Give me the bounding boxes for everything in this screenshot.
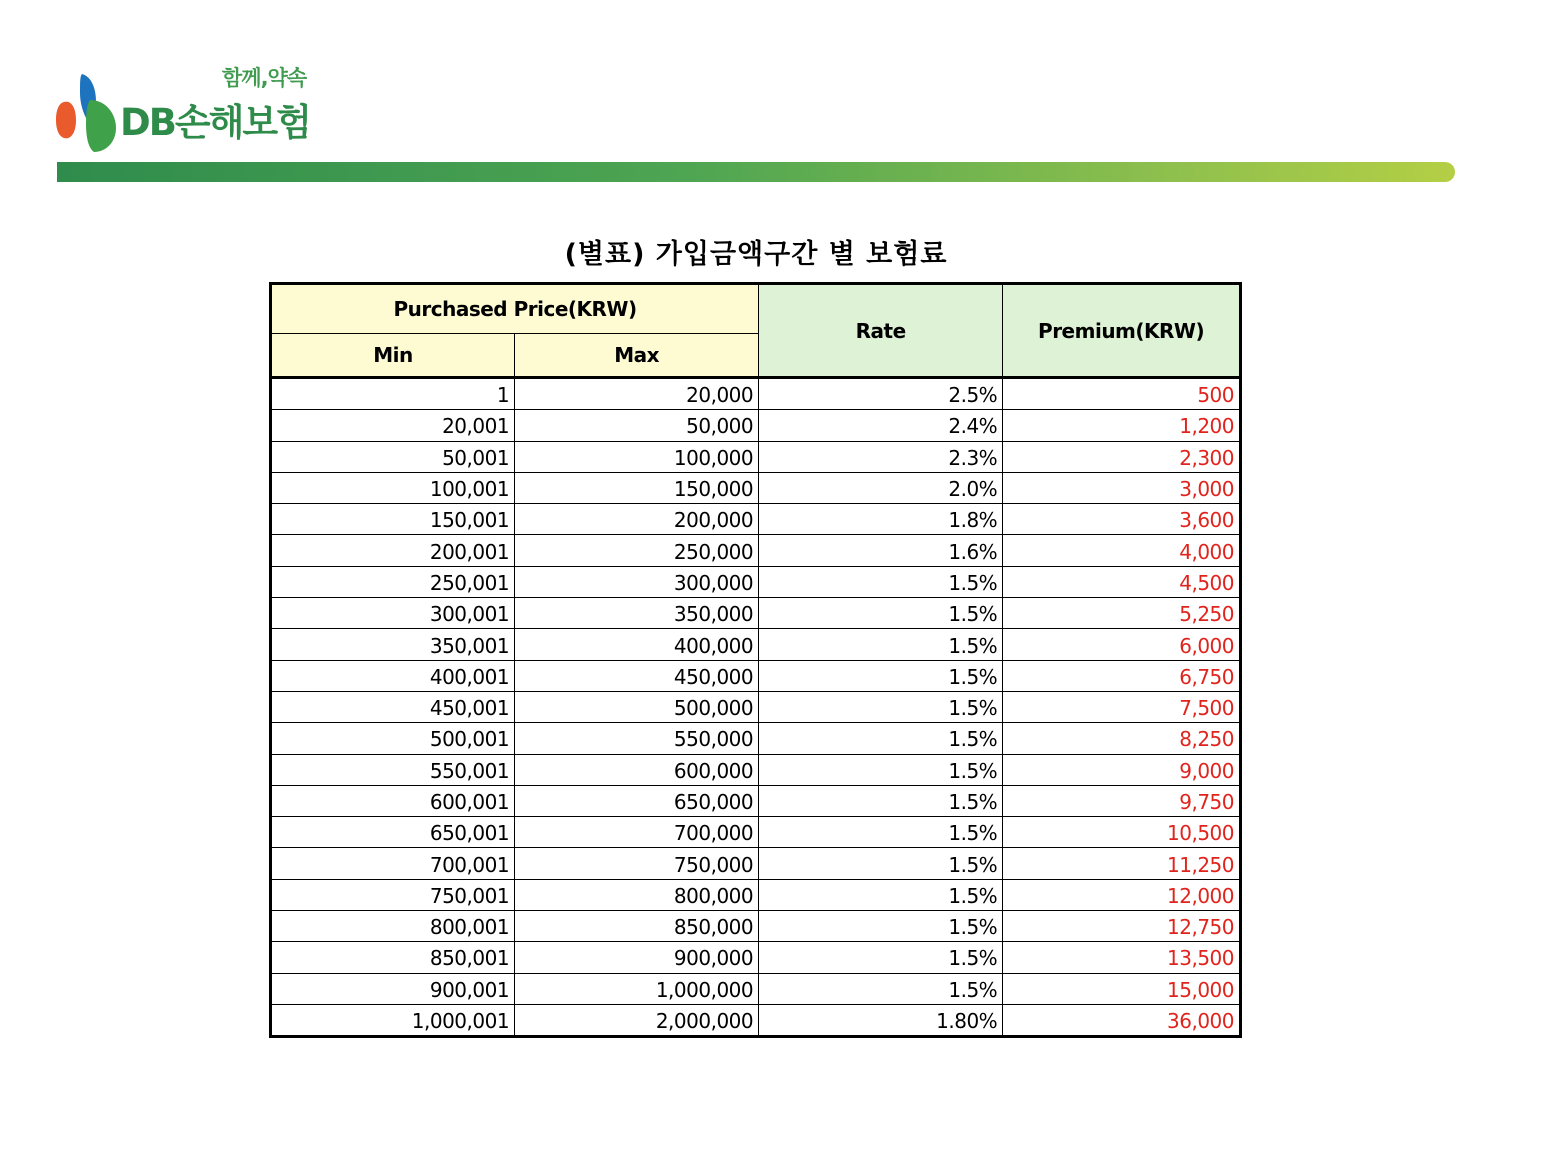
max-cell: 100,000 bbox=[515, 441, 759, 472]
rate-cell: 1.5% bbox=[759, 691, 1003, 722]
table-row bbox=[271, 504, 1241, 535]
max-cell: 850,000 bbox=[515, 911, 759, 942]
rate-cell: 1.5% bbox=[759, 942, 1003, 973]
max-cell: 500,000 bbox=[515, 691, 759, 722]
table-row bbox=[271, 723, 1241, 754]
min-cell: 500,001 bbox=[271, 723, 515, 754]
min-cell: 450,001 bbox=[271, 691, 515, 722]
min-cell: 550,001 bbox=[271, 754, 515, 785]
min-cell: 150,001 bbox=[271, 504, 515, 535]
max-cell: 50,000 bbox=[515, 410, 759, 441]
max-cell: 700,000 bbox=[515, 817, 759, 848]
purchased-price-header: Purchased Price(KRW) bbox=[271, 284, 759, 334]
min-cell: 900,001 bbox=[271, 973, 515, 1004]
table-row bbox=[271, 535, 1241, 566]
premium-cell: 10,500 bbox=[1003, 817, 1241, 848]
max-cell: 2,000,000 bbox=[515, 1004, 759, 1036]
premium-cell: 9,750 bbox=[1003, 785, 1241, 816]
max-cell: 250,000 bbox=[515, 535, 759, 566]
min-cell: 300,001 bbox=[271, 598, 515, 629]
min-cell: 800,001 bbox=[271, 911, 515, 942]
max-cell: 400,000 bbox=[515, 629, 759, 660]
min-cell: 100,001 bbox=[271, 472, 515, 503]
premium-cell: 1,200 bbox=[1003, 410, 1241, 441]
rate-cell: 2.4% bbox=[759, 410, 1003, 441]
rate-cell: 1.5% bbox=[759, 723, 1003, 754]
table-row bbox=[271, 817, 1241, 848]
max-cell: 450,000 bbox=[515, 660, 759, 691]
rate-cell: 1.5% bbox=[759, 848, 1003, 879]
premium-cell: 13,500 bbox=[1003, 942, 1241, 973]
premium-cell: 36,000 bbox=[1003, 1004, 1241, 1036]
premium-cell: 12,750 bbox=[1003, 911, 1241, 942]
min-cell: 850,001 bbox=[271, 942, 515, 973]
max-cell: 750,000 bbox=[515, 848, 759, 879]
premium-cell: 8,250 bbox=[1003, 723, 1241, 754]
table-row bbox=[271, 754, 1241, 785]
premium-cell: 5,250 bbox=[1003, 598, 1241, 629]
min-cell: 750,001 bbox=[271, 879, 515, 910]
company-logo bbox=[56, 62, 356, 158]
premium-table bbox=[269, 282, 1242, 1038]
table-row bbox=[271, 848, 1241, 879]
table-row bbox=[271, 911, 1241, 942]
premium-cell: 3,600 bbox=[1003, 504, 1241, 535]
premium-cell: 2,300 bbox=[1003, 441, 1241, 472]
table-row bbox=[271, 660, 1241, 691]
rate-cell: 1.5% bbox=[759, 660, 1003, 691]
min-cell: 1 bbox=[271, 378, 515, 410]
table-row bbox=[271, 942, 1241, 973]
table-row bbox=[271, 472, 1241, 503]
table-row bbox=[271, 691, 1241, 722]
table-row bbox=[271, 973, 1241, 1004]
premium-cell: 4,500 bbox=[1003, 566, 1241, 597]
min-cell: 1,000,001 bbox=[271, 1004, 515, 1036]
min-cell: 20,001 bbox=[271, 410, 515, 441]
premium-cell: 6,750 bbox=[1003, 660, 1241, 691]
rate-cell: 2.5% bbox=[759, 378, 1003, 410]
rate-cell: 1.8% bbox=[759, 504, 1003, 535]
rate-cell: 1.5% bbox=[759, 598, 1003, 629]
max-cell: 20,000 bbox=[515, 378, 759, 410]
premium-cell: 6,000 bbox=[1003, 629, 1241, 660]
max-cell: 900,000 bbox=[515, 942, 759, 973]
rate-cell: 1.5% bbox=[759, 629, 1003, 660]
min-cell: 250,001 bbox=[271, 566, 515, 597]
min-cell: 200,001 bbox=[271, 535, 515, 566]
max-cell: 150,000 bbox=[515, 472, 759, 503]
table-row bbox=[271, 378, 1241, 410]
table-row bbox=[271, 629, 1241, 660]
min-cell: 700,001 bbox=[271, 848, 515, 879]
min-cell: 650,001 bbox=[271, 817, 515, 848]
max-cell: 300,000 bbox=[515, 566, 759, 597]
max-cell: 350,000 bbox=[515, 598, 759, 629]
table-row bbox=[271, 598, 1241, 629]
logo-wordmark: DB손해보험 bbox=[120, 101, 310, 144]
max-cell: 800,000 bbox=[515, 879, 759, 910]
premium-cell: 12,000 bbox=[1003, 879, 1241, 910]
max-cell: 200,000 bbox=[515, 504, 759, 535]
premium-cell: 7,500 bbox=[1003, 691, 1241, 722]
table-row bbox=[271, 785, 1241, 816]
rate-cell: 1.5% bbox=[759, 911, 1003, 942]
page-title: (별표) 가입금액구간 별 보험료 bbox=[564, 239, 948, 270]
rate-cell: 1.5% bbox=[759, 566, 1003, 597]
table-row bbox=[271, 441, 1241, 472]
rate-cell: 1.80% bbox=[759, 1004, 1003, 1036]
rate-header: Rate bbox=[759, 284, 1003, 378]
max-cell: 1,000,000 bbox=[515, 973, 759, 1004]
table-row bbox=[271, 566, 1241, 597]
premium-header: Premium(KRW) bbox=[1003, 284, 1241, 378]
table-row bbox=[271, 879, 1241, 910]
table-body bbox=[271, 378, 1241, 1037]
rate-cell: 2.3% bbox=[759, 441, 1003, 472]
table-row bbox=[271, 1004, 1241, 1036]
premium-cell: 15,000 bbox=[1003, 973, 1241, 1004]
premium-cell: 9,000 bbox=[1003, 754, 1241, 785]
premium-cell: 500 bbox=[1003, 378, 1241, 410]
max-header: Max bbox=[515, 334, 759, 378]
max-cell: 650,000 bbox=[515, 785, 759, 816]
db-logo-icon bbox=[56, 74, 120, 154]
min-cell: 400,001 bbox=[271, 660, 515, 691]
table-row bbox=[271, 410, 1241, 441]
header-bar bbox=[57, 162, 1455, 182]
rate-cell: 1.5% bbox=[759, 879, 1003, 910]
max-cell: 550,000 bbox=[515, 723, 759, 754]
logo-tagline: 함께,약속 bbox=[222, 66, 307, 90]
rate-cell: 1.5% bbox=[759, 754, 1003, 785]
min-header: Min bbox=[271, 334, 515, 378]
min-cell: 50,001 bbox=[271, 441, 515, 472]
rate-cell: 2.0% bbox=[759, 472, 1003, 503]
max-cell: 600,000 bbox=[515, 754, 759, 785]
premium-cell: 11,250 bbox=[1003, 848, 1241, 879]
premium-cell: 3,000 bbox=[1003, 472, 1241, 503]
rate-cell: 1.5% bbox=[759, 785, 1003, 816]
rate-cell: 1.5% bbox=[759, 973, 1003, 1004]
min-cell: 350,001 bbox=[271, 629, 515, 660]
premium-cell: 4,000 bbox=[1003, 535, 1241, 566]
rate-cell: 1.6% bbox=[759, 535, 1003, 566]
rate-cell: 1.5% bbox=[759, 817, 1003, 848]
min-cell: 600,001 bbox=[271, 785, 515, 816]
